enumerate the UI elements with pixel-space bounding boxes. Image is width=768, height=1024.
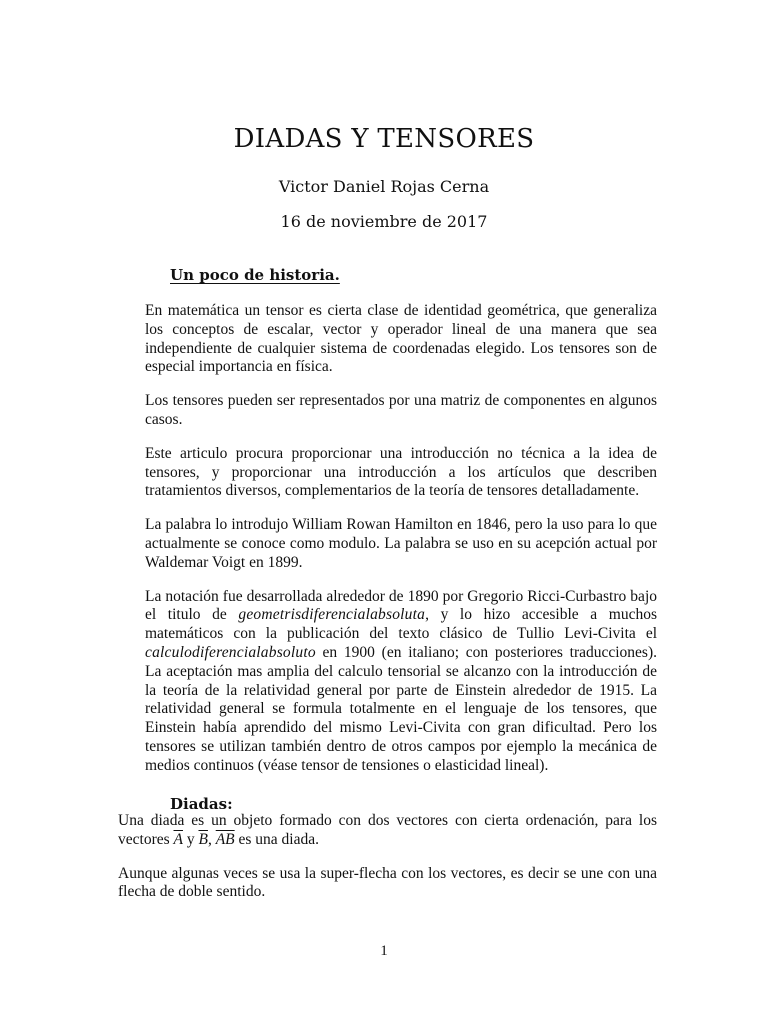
text-run: , y lo hizo accesible a muchos matemáticos con la publicación del texto clásico de Tullio Levi-Civita el: [145, 606, 657, 643]
text-run: en 1900 (en italiano; con posteriores traducciones). La aceptación mas amplia del calculo tensorial se alcanzo con la introducción de la teoría de la relatividad general por parte de Einstein alrededor de 1915. La relatividad general se formula totalmente en el lenguaje de los tensores, que Einstein había aprendido del mismo Levi-Civita con gran dificultad. Pero los tensores se utilizan también dentro de otros campos por ejemplo la mecánica de medios continuos (véase tensor de tensiones o elasticidad lineal).: [145, 643, 657, 774]
document-title: DIADAS Y TENSORES: [233, 124, 535, 154]
paragraph: La palabra lo introdujo William Rowan Hamilton en 1846, pero la uso para lo que actualmente se conoce como modulo. La palabra se uso en su acepción actual por Waldemar Voigt en 1899.: [145, 516, 657, 571]
text-run: y: [186, 830, 195, 848]
vector-b: $\overline{B}$: [198, 830, 208, 848]
section-heading-diadas: Diadas:: [170, 795, 233, 813]
section-heading-historia: Un poco de historia.: [170, 266, 340, 284]
document-author: Victor Daniel Rojas Cerna: [278, 177, 490, 196]
paragraph: [118, 812, 657, 850]
paragraph: [145, 588, 657, 776]
text-run: La notación fue desarrollada alrededor de 1890 por Gregorio Ricci-Curbastro bajo el titulo de: [145, 587, 657, 624]
section-body-diadas: [118, 812, 657, 917]
italic-term: calculodiferencialabsoluto: [145, 643, 316, 661]
text-run: Una diada es un objeto formado con dos vectores con cierta ordenación, para los vectores: [118, 812, 657, 848]
vector-a: $\overline{A}$: [173, 830, 183, 848]
paragraph: En matemática un tensor es cierta clase de identidad geométrica, que generaliza los conceptos de escalar, vector y operador lineal de una manera que sea independiente de cualquier sistema de coordenadas elegido. Los tensores son de especial importancia en física.: [145, 302, 657, 376]
dyad-ab: $\overline{AB}$: [215, 830, 235, 848]
paragraph: Aunque algunas veces se usa la super-flecha con los vectores, es decir se une con una flecha de doble sentido.: [118, 864, 657, 901]
paragraph: Los tensores pueden ser representados por una matriz de componentes en algunos casos.: [145, 392, 657, 428]
document-date: 16 de noviembre de 2017: [280, 212, 488, 231]
text-run: es una diada.: [238, 830, 319, 848]
paragraph: Este articulo procura proporcionar una introducción no técnica a la idea de tensores, y proporcionar una introducción a los artículos que describen tratamientos diversos, complementarios de la teoría de tensores detalladamente.: [145, 444, 657, 500]
section-body-historia: [145, 302, 657, 791]
italic-term: geometrisdiferencialabsoluta: [238, 606, 426, 624]
text-run: ,: [207, 830, 212, 848]
page-number: 1: [380, 943, 388, 959]
